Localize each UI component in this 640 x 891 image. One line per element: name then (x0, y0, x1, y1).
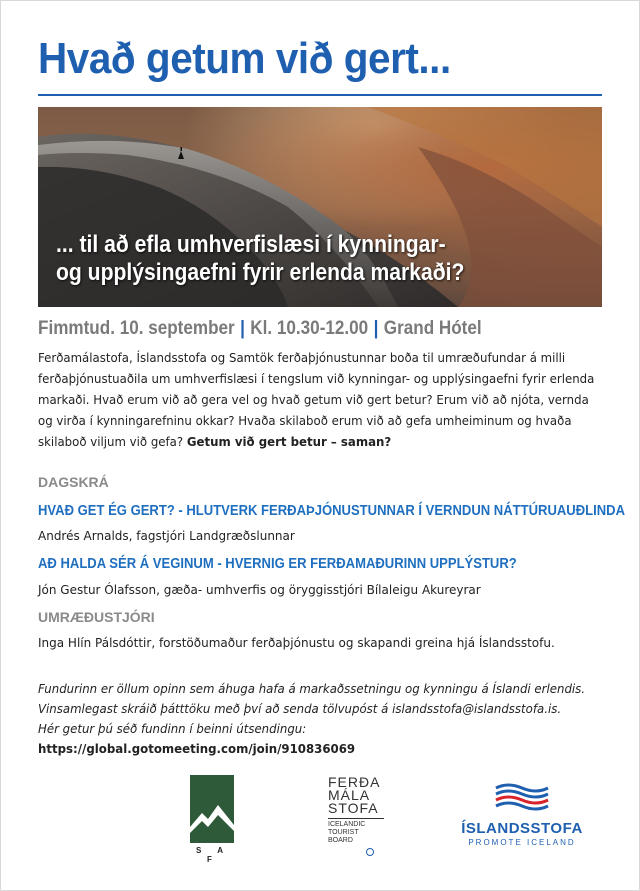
hero-caption-line2: og upplýsingaefni fyrir erlenda markaði? (56, 259, 465, 286)
fms-word-3: STOFA (328, 800, 379, 816)
fms-sub-2: TOURIST (328, 829, 359, 836)
intro-paragraph (38, 348, 602, 453)
intro-text: Ferðamálastofa, Íslandsstofa og Samtök ferðaþjónustunnar boða til umræðufundar á milli ferðaþjónustuaðila um umhverfislæsi í tengslum við kynningar- og upplýsingaefni fyrir erlenda markaði. Hvað erum við að gera vel og hvað getum við gert betur? Erum við að njóta, vernda og virða í kynningarefninu okkar? Hvaða skilaboð erum við að gefa umheiminum og hvaða skilaboð viljum við gefa? (38, 351, 595, 449)
moderator-label: UMRÆÐUSTJÓRI (38, 609, 155, 625)
fms-sub-1: ICELANDIC (328, 821, 366, 828)
fms-emblem-icon (366, 848, 374, 856)
event-details (38, 318, 482, 340)
talk-speaker-1: Andrés Arnalds, fagstjóri Landgræðslunnar (38, 529, 295, 543)
event-separator: | (240, 318, 245, 339)
intro-emphasis: Getum við gert betur – saman? (186, 435, 392, 449)
stream-link[interactable]: https://global.gotomeeting.com/join/910836069 (38, 742, 356, 756)
talk-speaker-2: Jón Gestur Ólafsson, gæða- umhverfis og öryggisstjóri Bílaleigu Akureyrar (38, 583, 481, 597)
talk-title-2: AÐ HALDA SÉR Á VEGINUM - HVERNIG ER FERÐAMAÐURINN UPPLÝSTUR? (38, 556, 517, 572)
hero-caption (56, 231, 464, 287)
islandsstofa-name: ÍSLANDSSTOFA (461, 820, 583, 837)
talk-title-1: HVAÐ GET ÉG GERT? - HLUTVERK FERÐAÞJÓNUSTUNNAR Í VERNDUN NÁTTÚRUAUÐLINDA (38, 503, 626, 519)
hero-image (38, 107, 602, 307)
event-separator: | (373, 318, 379, 339)
closing-notes (38, 679, 606, 759)
page-title: Hvað getum við gert... (38, 34, 451, 83)
saf-logo (190, 775, 236, 864)
moderator-text: Inga Hlín Pálsdóttir, forstöðumaður ferðaþjónustu og skapandi greina hjá Íslandsstofu. (38, 636, 555, 650)
agenda-label: DAGSKRÁ (38, 474, 109, 490)
closing-line-1: Fundurinn er öllum opinn sem áhuga hafa á markaðssetningu og kynningu á Íslandi erlendis. (38, 682, 586, 696)
title-divider (38, 94, 602, 96)
hero-caption-line1: ... til að efla umhverfislæsi í kynningar- (56, 231, 446, 258)
saf-logo-text: S A F (195, 846, 231, 864)
fms-subtitle (328, 818, 384, 845)
ferdamalastofa-logo (328, 776, 384, 856)
islandsstofa-logo (452, 780, 592, 860)
wave-flag-icon (492, 780, 552, 814)
fms-sub-3: BOARD (328, 837, 353, 844)
fms-word-1: FERÐA (328, 774, 381, 790)
saf-mountain-icon (190, 775, 234, 843)
closing-line-2: Vinsamlegast skráið þátttöku með því að senda tölvupóst á islandsstofa@islandsstofa.is. (38, 702, 562, 716)
event-time: Kl. 10.30-12.00 (250, 318, 369, 339)
event-venue: Grand Hótel (383, 318, 482, 339)
islandsstofa-tagline: PROMOTE ICELAND (468, 838, 576, 847)
closing-line-3 (38, 719, 606, 759)
event-date: Fimmtud. 10. september (38, 318, 235, 339)
stream-prefix: Hér getur þú séð fundinn í beinni útsendingu: (38, 722, 307, 736)
fms-word-2: MÁLA (328, 787, 371, 803)
